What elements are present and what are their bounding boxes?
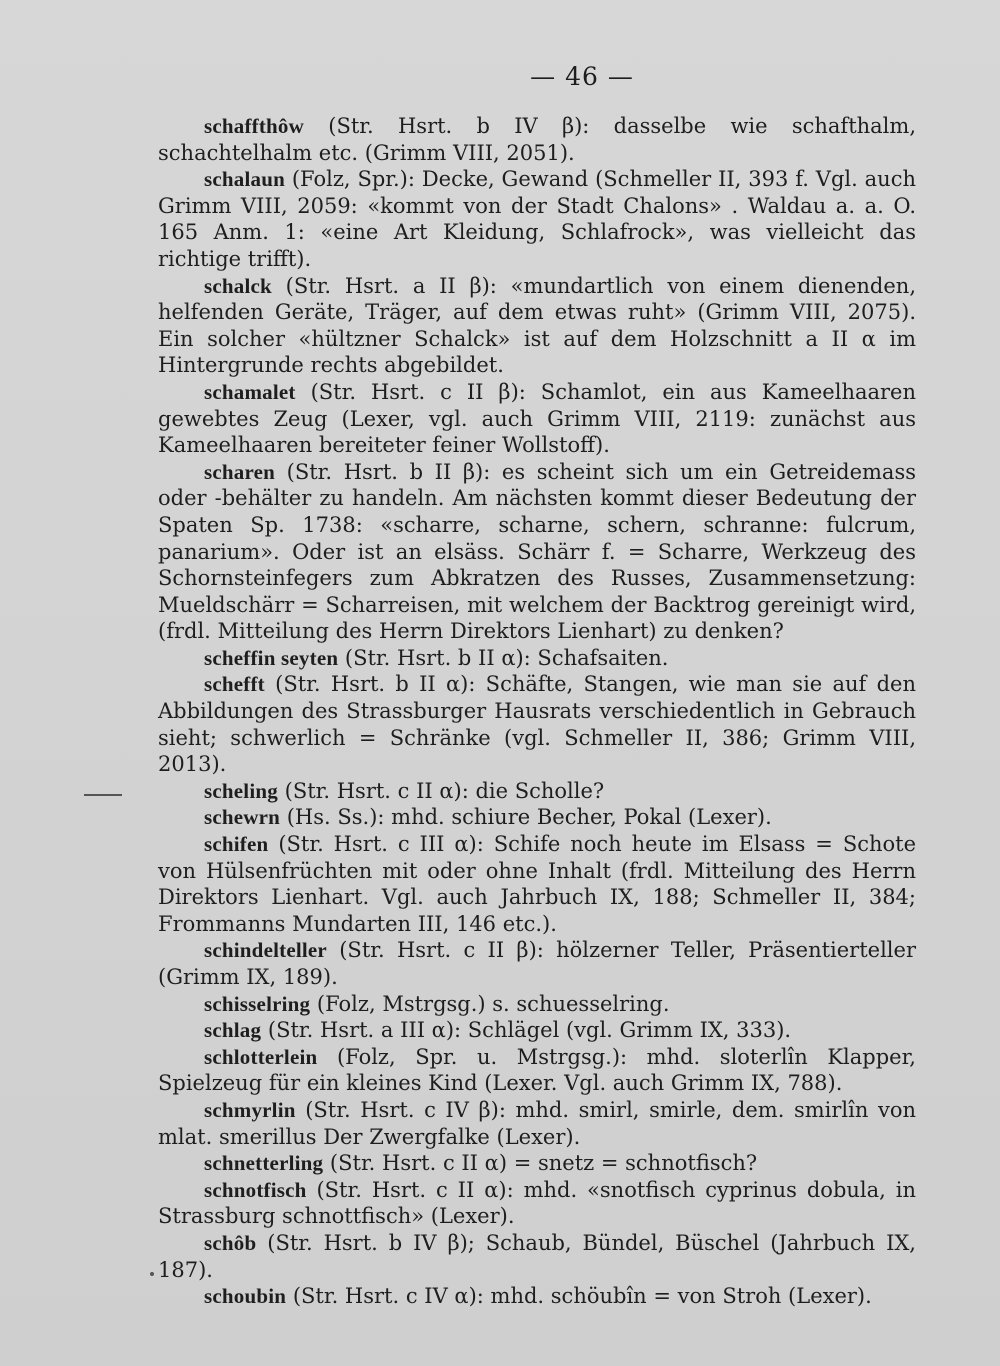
entry-headword: schnotfisch [204,1177,307,1202]
entry-text: (Str. Hsrt. b II α): Schäfte, Stangen, wie man sie auf den Abbildungen des Strassburger Hausrats verschiedentlich in Gebrauch sieht; schwerlich = Schränke (vgl. Schmeller II, 386; Grimm VIII, 2013). [158,672,916,777]
glossary-entry [158,671,916,777]
glossary-entry [158,166,916,272]
entry-headword: schisselring [204,991,311,1016]
glossary-entry [158,1230,916,1283]
entry-text: (Str. Hsrt. b IV β); Schaub, Bündel, Büschel (Jahrbuch IX, 187). [158,1230,916,1282]
entry-headword: schifen [204,832,269,857]
entry-headword: schefft [204,672,265,697]
glossary-entry [158,113,916,166]
glossary-entry [158,645,916,672]
glossary-entry [158,1097,916,1150]
entry-headword: schmyrlin [204,1097,296,1122]
entry-text: (Str. Hsrt. b II α): Schafsaiten. [338,645,669,670]
glossary-entries [158,113,916,1310]
entry-headword: scheling [204,778,278,803]
entry-text: (Folz, Mstrgsg.) s. schuesselring. [310,991,670,1016]
glossary-entry [158,1044,916,1097]
glossary-entry [158,991,916,1018]
entry-headword: scheffin seyten [204,645,339,670]
glossary-entry [158,1177,916,1230]
entry-text: (Str. Hsrt. a III α): Schlägel (vgl. Grimm IX, 333). [261,1018,792,1043]
margin-dash-mark [84,794,122,796]
entry-text: (Folz, Spr.): Decke, Gewand (Schmeller II, 393 f. Vgl. auch Grimm VIII, 2059: «kommt von der Stadt Chalons» . Waldau a. a. O. 165 Anm. 1: «eine Art Kleidung, Schlafrock», was vielleicht das richtige trifft). [158,167,916,271]
glossary-entry [158,804,916,831]
entry-text: (Str. Hsrt. c II α): die Scholle? [277,778,605,803]
entry-text: (Str. Hsrt. c IV α): mhd. schöubîn = von Stroh (Lexer). [286,1284,872,1309]
entry-headword: schôb [204,1230,257,1255]
glossary-entry [158,1017,916,1044]
entry-headword: schaffthôw [204,114,304,138]
glossary-entry [158,273,916,379]
entry-headword: schlotterlein [204,1044,318,1069]
entry-headword: scharen [204,459,276,484]
entry-text: (Str. Hsrt. c II β): hölzerner Teller, Präsentierteller (Grimm IX, 189). [158,938,916,989]
glossary-entry [158,379,916,459]
entry-headword: schindelteller [204,938,327,963]
entry-headword: schalaun [204,167,285,192]
entry-text: (Str. Hsrt. c IV β): mhd. smirl, smirle, dem. smirlîn von mlat. smerillus Der Zwergfalke (Lexer). [158,1097,916,1149]
entry-text: (Str. Hsrt. c II α): mhd. «snotfisch cyprinus dobula, in Strassburg schnottfisch» (Lexer). [158,1177,916,1229]
glossary-entry [158,1150,916,1177]
entry-headword: schoubin [204,1284,287,1309]
ink-speck [150,1272,154,1276]
glossary-entry [158,831,916,937]
entry-text: (Str. Hsrt. c II β): Schamlot, ein aus Kameelhaaren gewebtes Zeug (Lexer, vgl. auch Grimm VIII, 2119: zunächst aus Kameelhaaren bereiteter feiner Wollstoff). [158,379,916,458]
entry-headword: schamalet [204,379,296,404]
entry-text: (Str. Hsrt. c II α) = snetz = schnotfisch? [323,1151,758,1176]
entry-text: (Str. Hsrt. b IV β): dasselbe wie schafthalm, schachtelhalm etc. (Grimm VIII, 2051). [158,114,916,165]
entry-headword: schnetterling [204,1151,324,1176]
entry-text: (Str. Hsrt. b II β): es scheint sich um ein Getreidemass oder -behälter zu handeln. Am nächsten kommt dieser Bedeutung der Spaten Sp. 1738: «scharre, scharne, schern, schranne: fulcrum, panarium». Oder ist an elsäss. Schärr f. = Scharre, Werkzeug des Schornsteinfegers zum Abkratzen des Russes, Zusammensetzung: Mueldschärr = Scharreisen, mit welchem der Backtrog gereinigt wird, (frdl. Mitteilung des Herrn Direktors Lienhart) zu denken? [158,459,916,644]
glossary-entry [158,778,916,805]
entry-text: (Hs. Ss.): mhd. schiure Becher, Pokal (Lexer). [280,805,772,830]
entry-headword: schalck [204,273,272,298]
page-number: — 46 — [530,62,634,91]
entry-text: (Str. Hsrt. a II β): «mundartlich von einem dienenden, helfenden Geräte, Träger, auf dem etwas ruht» (Grimm VIII, 2075). Ein solcher «hültzner Schalck» ist auf dem Holzschnitt a II α im Hintergrunde rechts abgebildet. [158,273,916,378]
glossary-entry [158,459,916,645]
entry-text: (Str. Hsrt. c III α): Schife noch heute im Elsass = Schote von Hülsenfrüchten mit oder ohne Inhalt (frdl. Mitteilung des Herrn Direktors Lienhart. Vgl. auch Jahrbuch IX, 188; Schmeller II, 384; Frommanns Mundarten III, 146 etc.). [158,832,916,936]
entry-text: (Folz, Spr. u. Mstrgsg.): mhd. sloterlîn Klapper, Spielzeug für ein kleines Kind (Lexer. Vgl. auch Grimm IX, 788). [158,1044,916,1096]
entry-headword: schlag [204,1018,262,1043]
entry-headword: schewrn [204,805,281,830]
glossary-entry [158,1283,916,1310]
glossary-entry [158,937,916,990]
